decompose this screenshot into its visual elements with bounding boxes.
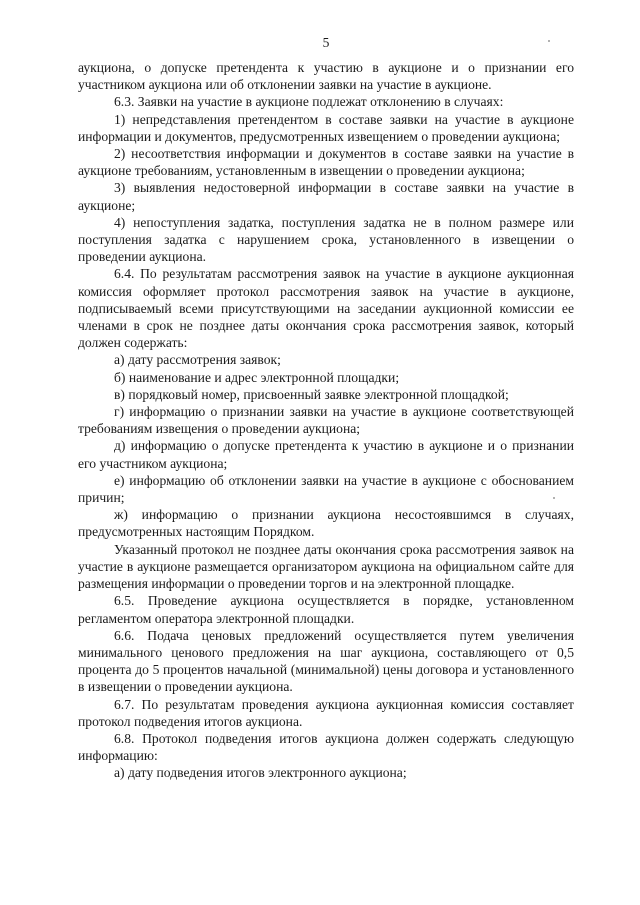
paragraph-17: 6.7. По результатам проведения аукциона аукционная комиссия составляет протокол подведения итогов аукциона. [78, 696, 574, 729]
paragraph-10: г) информацию о признании заявки на участие в аукционе соответствующей требованиям извещения о проведении аукциона; [78, 404, 574, 437]
scan-speck [553, 497, 555, 499]
document-body [78, 59, 574, 782]
paragraph-11: д) информацию о допуске претендента к участию в аукционе и о признании его участником аукциона; [78, 438, 574, 471]
paragraph-19: а) дату подведения итогов электронного аукциона; [114, 765, 407, 781]
scan-speck [548, 40, 550, 42]
paragraph-16: 6.6. Подача ценовых предложений осуществляется путем увеличения минимального ценового предложения на шаг аукциона, составляющего от 0,5 процента до 5 процентов начальной (минимальной) цены договора и установленного в извещении о проведении аукциона. [78, 627, 574, 695]
paragraph-14: Указанный протокол не позднее даты окончания срока рассмотрения заявок на участие в аукционе размещается организатором аукциона на официальном сайте для размещения информации о проведении торгов и на электронной площадке. [78, 541, 574, 592]
paragraph-9: в) порядковый номер, присвоенный заявке электронной площадкой; [114, 386, 509, 402]
paragraph-2: 1) непредставления претендентом в составе заявки на участие в аукционе информации и документов, предусмотренных извещением о проведении аукциона; [78, 111, 574, 144]
paragraph-8: б) наименование и адрес электронной площадки; [114, 369, 400, 385]
page-number: 5 [322, 35, 330, 50]
paragraph-15: 6.5. Проведение аукциона осуществляется в порядке, установленном регламентом оператора электронной площадки. [78, 593, 574, 626]
paragraph-18: 6.8. Протокол подведения итогов аукциона должен содержать следующую информацию: [78, 730, 574, 764]
paragraph-4: 3) выявления недостоверной информации в составе заявки на участие в аукционе; [78, 180, 574, 213]
paragraph-0: аукциона, о допуске претендента к участию в аукционе и о признании его участником аукциона или об отклонении заявки на участие в аукционе. [78, 60, 574, 93]
paragraph-1: 6.3. Заявки на участие в аукционе подлежат отклонению в случаях: [114, 94, 504, 110]
paragraph-12: е) информацию об отклонении заявки на участие в аукционе с обоснованием причин; [78, 472, 574, 506]
paragraph-5: 4) непоступления задатка, поступления задатка не в полном размере или поступления задатка с нарушением срока, установленного в извещении о проведении аукциона. [78, 214, 574, 265]
paragraph-7: а) дату рассмотрения заявок; [114, 352, 281, 368]
paragraph-3: 2) несоответствия информации и документов в составе заявки на участие в аукционе требованиям, установленным в извещении о проведении аукциона; [78, 146, 574, 179]
paragraph-6: 6.4. По результатам рассмотрения заявок на участие в аукционе аукционная комиссия оформляет протокол рассмотрения заявок на участие в аукционе, подписываемый всеми присутствующими на заседании аукционной комиссии ее членами в срок не позднее даты окончания срока рассмотрения заявок, который должен содержать: [78, 266, 574, 351]
paragraph-13: ж) информацию о признании аукциона несостоявшимся в случаях, предусмотренных настоящим Порядком. [78, 507, 574, 540]
